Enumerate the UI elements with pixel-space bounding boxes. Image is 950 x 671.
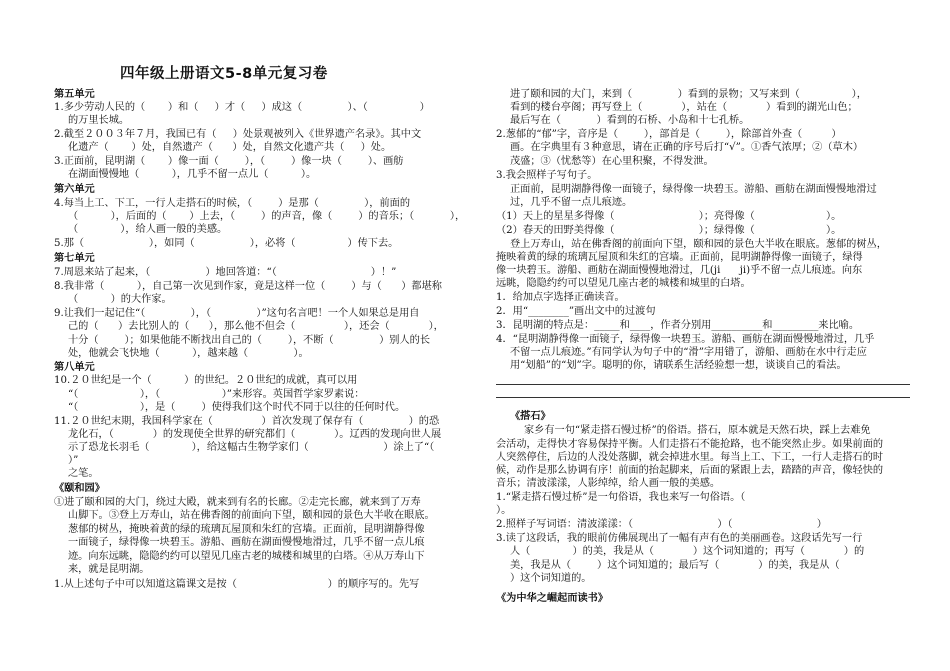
text-line: ）” <box>68 455 79 466</box>
section-heading: 第五单元 <box>54 89 95 100</box>
text-line: ①进了颐和园的大门，绕过大殿，就来到有名的长廊。②走完长廊，就来到了万寿 <box>54 497 421 508</box>
text-line: 示了恐龙长羽毛（ ），给这幅古生物学家们（ ）涂上了“（ <box>68 442 435 453</box>
text-line: （1）天上的星星多得像（ ）；亮得像（ ）。 <box>496 211 842 222</box>
text-line: 己的（ ）去比别人的（ ），那么他不但会（ ），还会（ ）， <box>68 321 444 332</box>
text-line: 3．昆明湖的特点是：_____和____，作者分别用__________和_________来比喻。 <box>496 320 860 331</box>
section-heading: 《为中华之崛起而读书》 <box>496 593 609 604</box>
text-line: 人突然停住，后边的人没处落脚，就会掉进水里。每当上工、下工，一行人走搭石的时 <box>496 452 884 463</box>
text-line: 茂盛；③（忧愁等）在心里积聚，不得发泄。 <box>510 156 714 167</box>
text-line: 人（ ）的美，我是从（ ）这个词知道的；再写（ ）的 <box>510 546 865 557</box>
text-line: 画。在字典里有３种意思，请在正确的序号后打“√”。①香气浓厚；②（草木） <box>510 142 864 153</box>
text-line: 3.我会照样子写句子。 <box>496 170 598 181</box>
section-heading: 第六单元 <box>54 184 95 195</box>
text-line: 美，我是从（ ）这个词知道的；最后写（ ）的美，我是从（ <box>510 560 873 571</box>
answer-line <box>496 397 910 398</box>
section-heading: 第八单元 <box>54 362 95 373</box>
text-line: 像一块碧玉。游船、画舫在湖面慢慢地滑过，几(ji ji)乎不留一点儿痕迹。向东 <box>496 265 863 276</box>
text-line: 处，他就会飞快地（ ），越来越（ ）。 <box>68 348 309 359</box>
text-line: 看到的楼台亭阁；再写登上（ ），站在（ ）看到的湖光山色； <box>510 102 858 113</box>
page-title: 四年级上册语文5-8单元复习卷 <box>120 66 328 82</box>
text-line: 2.照样子写词语：清波漾漾：（ ）（ ） <box>496 519 827 530</box>
text-line: 5.那（ ），如同（ ），必将（ ）传下去。 <box>54 238 399 249</box>
text-line: 4.每当上工、下工，一行人走搭石的时候，（ ）是那（ ），前面的 <box>54 198 411 209</box>
text-line: 迹。向东远眺，隐隐约约可以望见几座古老的城楼和城里的白塔。④从万寿山下 <box>68 551 425 562</box>
section-heading: 《颐和园》 <box>54 483 105 494</box>
text-line: 山脚下。③登上万寿山，站在佛香阁的前面向下望，颐和园的景色大半收在眼底。 <box>68 510 435 521</box>
text-line: 正面前，昆明湖静得像一面镜子，绿得像一块碧玉。游船、画舫在湖面慢慢地滑过 <box>510 184 877 195</box>
text-line: 2.葱郁的“郁”字，音序是（ ），部首是（ ），除部首外查（ ） <box>496 129 842 140</box>
section-heading: 《搭石》 <box>510 411 551 422</box>
text-line: 会活动，走得快才容易保持平衡。人们走搭石不能抢路，也不能突然止步。如果前面的 <box>496 439 884 450</box>
text-line: 3.正面前，昆明湖（ ）像一面（ ），（ ）像一块（ ）、画舫 <box>54 156 404 167</box>
text-line: 2．用“________”画出文中的过渡句 <box>496 306 656 317</box>
text-line: 过，几乎不留一点儿痕迹。 <box>510 197 633 208</box>
text-line: 11.２０世纪末期，我国科学家在（ ）首次发现了保存有（ ）的恐 <box>54 416 440 427</box>
text-line: （ ）的大作家。 <box>68 294 172 305</box>
text-line: （ ），给人画一般的美感。 <box>68 224 228 235</box>
text-line: 掩映着黄的绿的琉璃瓦屋顶和朱红的宫墙。正面前，昆明湖静得像一面镜子，绿得 <box>496 252 863 263</box>
text-line: 1.“紧走搭石慢过桥”是一句俗语，我也来写一句俗语。（ <box>496 492 843 503</box>
text-line: 进了颐和园的大门，来到（ ）看到的景物；又写来到（ ）， <box>510 89 867 100</box>
text-line: “（ ），是（ ）使得我们这个时代不同于以往的任何时代。 <box>68 402 406 413</box>
text-line: 在湖面慢慢地（ ），几乎不留一点儿（ ）。 <box>68 169 317 180</box>
text-line: （ ），后面的（ ）上去，（ ）的声音，像（ ）的音乐；（ ）， <box>68 211 466 222</box>
text-line: 十分（ ）；如果他能不断找出自己的（ ），不断（ ）别人的长 <box>68 335 431 346</box>
text-line: 最后写在（ ）看到的石桥、小岛和十七孔桥。 <box>510 115 750 126</box>
text-line: 9.让我们一起记住“（ ），（ ）”这句名言吧！一个人如果总是用自 <box>54 308 420 319</box>
text-line: ）。 <box>496 505 512 516</box>
text-line: 1.从上述句子中可以知道这篇课文是按（ ）的顺序写的。先写 <box>54 579 420 590</box>
text-line: 8.我非常（ ），自己第一次见到作家，竟是这样一位（ ）与（ ）都堪称 <box>54 281 442 292</box>
text-line: 化遗产（ ）处，自然遗产（ ）处，自然文化遗产共（ ）处。 <box>68 142 392 153</box>
text-line: 用“划船”的“划”字。聪明的你，请联系生活经验想一想，谈谈自己的看法。 <box>510 360 847 371</box>
text-line: 来，就是昆明湖。 <box>68 564 150 575</box>
text-line: 音乐；清波漾漾，人影绰绰，给人画一般的美感。 <box>496 478 721 489</box>
text-line: “（ ），（ ）”来形容。英国哲学家罗素说： <box>68 389 365 400</box>
text-line: 家乡有一句“紧走搭石慢过桥”的俗语。搭石，原本就是天然石块，踩上去难免 <box>524 425 871 436</box>
text-line: 之笔。 <box>68 468 99 479</box>
text-line: ）这个词知道的。 <box>510 573 592 584</box>
text-line: 的万里长城。 <box>68 115 130 126</box>
text-line: 1.多少劳动人民的（ ）和（ ）才（ ）成这（ ）、（ ） <box>54 102 430 113</box>
text-line: 4．“昆明湖静得像一面镜子，绿得像一块碧玉。游船、画舫在湖面慢慢地滑过，几乎 <box>496 334 875 345</box>
answer-line <box>496 384 910 385</box>
text-line: 10.２０世纪是一个（ ）的世纪。２０世纪的成就，真可以用 <box>54 375 358 386</box>
text-line: 葱郁的树丛，掩映着黄的绿的琉璃瓦屋顶和朱红的宫墙。正面前，昆明湖静得像 <box>68 524 425 535</box>
section-heading: 第七单元 <box>54 253 95 264</box>
text-line: 不留一点儿痕迹。”有同学认为句子中的“滑”字用错了，游船、画舫在水中行走应 <box>510 347 867 358</box>
text-line: 1．给加点字选择正确读音。 <box>496 292 625 303</box>
text-line: 一面镜子，绿得像一块碧玉。游船、画舫在湖面慢慢地滑过，几乎不留一点儿痕 <box>68 537 425 548</box>
text-line: 登上万寿山，站在佛香阁的前面向下望，颐和园的景色大半收在眼底。葱郁的树丛， <box>510 239 887 250</box>
text-line: （2）春天的田野美得像（ ）；绿得像（ ）。 <box>496 225 842 236</box>
text-line: 2.截至２００３年７月，我国已有（ ）处景观被列入《世界遗产名录》。其中文 <box>54 129 422 140</box>
text-line: 7.周恩来站了起来，（ ）地回答道：“（ ）！” <box>54 267 397 278</box>
text-line: 远眺，隐隐约约可以望见几座古老的城楼和城里的白塔。 <box>496 278 751 289</box>
text-line: 3.读了这段话，我的眼前仿佛展现出了一幅有声有色的美丽画卷。这段话先写一行 <box>496 533 863 544</box>
text-line: 候，动作是那么协调有序！前面的抬起脚来，后面的紧跟上去，踏踏的声音，像轻快的 <box>496 465 884 476</box>
text-line: 龙化石，（ ）的发现使全世界的研究都们（ ）。辽西的发现向世人展 <box>68 429 442 440</box>
